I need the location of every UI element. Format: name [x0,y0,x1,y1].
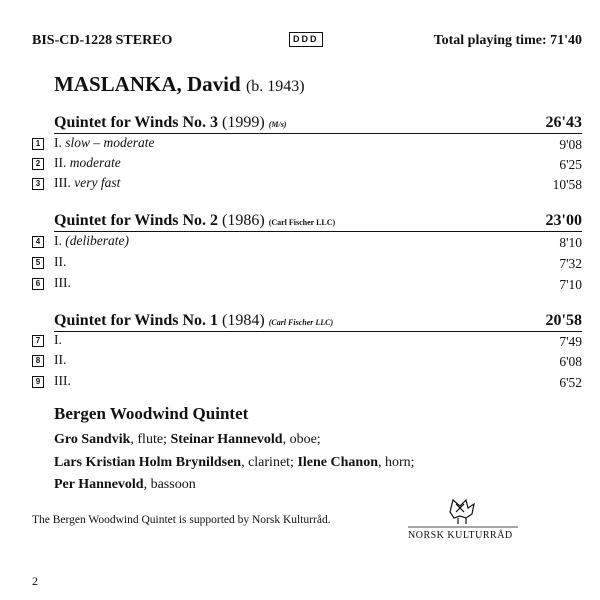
track-number: 5 [32,257,44,269]
work-year: (1999) [222,114,265,131]
movement-duration: 6'25 [559,157,582,172]
movement: II. [54,352,67,367]
member-name: Steinar Hannevold [170,432,283,447]
member-instrument: , clarinet; [241,455,298,470]
track-number: 3 [32,178,44,190]
work-year: (1986) [222,212,265,229]
members-line [54,455,415,471]
ddd-badge: DDD [289,32,323,47]
movement-duration: 7'49 [559,334,582,349]
member-instrument: , horn; [377,455,415,470]
movement: I. (deliberate) [54,233,129,248]
track-number: 8 [32,355,44,367]
movement-duration: 7'10 [559,277,582,292]
movement: III. [54,373,71,388]
work-year: (1984) [222,312,265,329]
movement-duration: 9'08 [559,137,582,152]
total-playing-time: Total playing time: 71'40 [433,33,582,48]
work-publisher: (M/s) [268,120,287,129]
movement-duration: 6'52 [559,375,582,390]
track-number: 1 [32,138,44,150]
divider [54,133,582,134]
ensemble-name: Bergen Woodwind Quintet [54,404,249,423]
work-title: Quintet for Winds No. 2 [54,212,219,229]
track-number: 4 [32,236,44,248]
work-publisher: (Carl Fischer LLC) [268,318,334,327]
composer-name: MASLANKA, David [54,72,241,96]
movement-duration: 8'10 [559,235,582,250]
divider [54,331,582,332]
track-number: 7 [32,335,44,347]
movement: III. [54,275,71,290]
work-title: Quintet for Winds No. 1 [54,312,219,329]
movement-duration: 6'08 [559,354,582,369]
work-publisher: (Carl Fischer LLC) [268,218,336,227]
member-instrument: , oboe; [282,432,321,447]
work-total-duration: 20'58 [545,312,582,329]
movement-duration: 10'58 [552,177,582,192]
member-name: Gro Sandvik [54,432,131,447]
members-line [54,432,321,448]
movement-duration: 7'32 [559,256,582,271]
composer-heading [54,72,305,97]
work-title-row [54,312,333,330]
movement: II. moderate [54,155,121,170]
member-instrument: , bassoon [143,477,196,492]
support-note: The Bergen Woodwind Quintet is supported by Norsk Kulturråd. [32,514,331,526]
divider [54,231,582,232]
movement: I. [54,332,62,347]
work-title-row [54,114,286,132]
work-title: Quintet for Winds No. 3 [54,114,219,131]
member-name: Ilene Chanon [297,455,378,470]
movement: III. very fast [54,175,121,190]
work-total-duration: 23'00 [545,212,582,229]
member-instrument: , flute; [130,432,171,447]
members-line [54,477,196,493]
logo-caption: NORSK KULTURRÅD [408,530,513,541]
track-number: 6 [32,278,44,290]
work-title-row [54,212,335,230]
member-name: Per Hannevold [54,477,144,492]
work-total-duration: 26'43 [545,114,582,131]
catalog-number: BIS-CD-1228 STEREO [32,33,173,48]
member-name: Lars Kristian Holm Brynildsen [54,455,242,470]
composer-years: (b. 1943) [245,78,305,95]
movement: II. [54,254,67,269]
track-number: 2 [32,158,44,170]
track-number: 9 [32,376,44,388]
page-number: 2 [32,574,38,588]
movement: I. slow – moderate [54,135,155,150]
